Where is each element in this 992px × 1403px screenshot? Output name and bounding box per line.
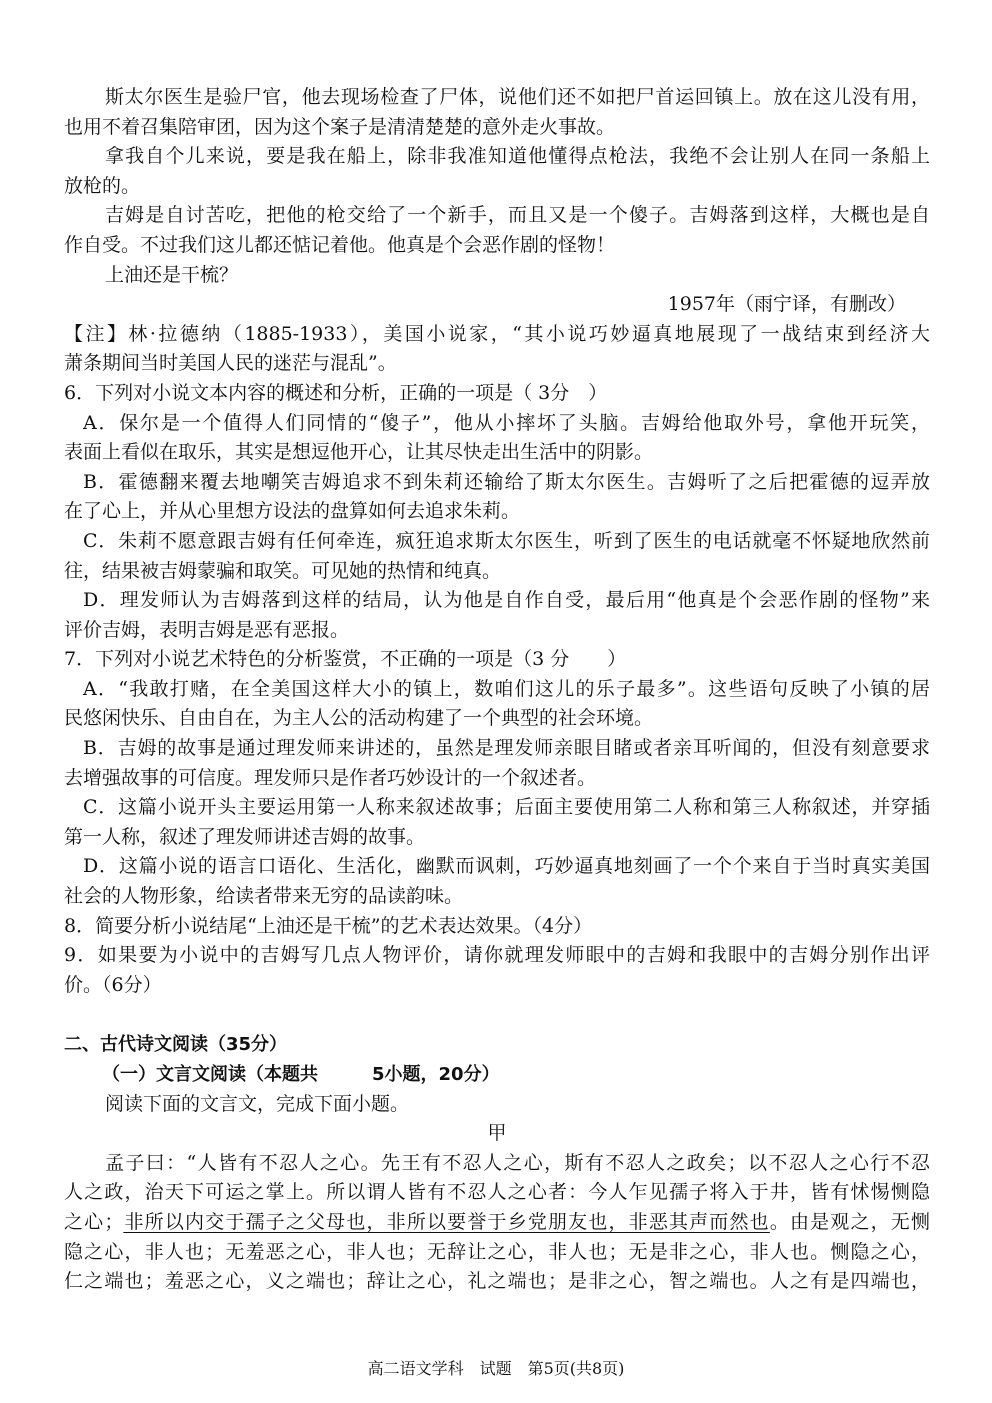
- story-note: 萧条期间当时美国人民的迷茫与混乱”。: [64, 352, 397, 375]
- page-footer: 高二语文学科 试题 第5页(共8页): [367, 1359, 625, 1378]
- question-6-option-d: D．理发师认为吉姆落到这样的结局，认为他是自作自受，最后用“他真是个会恶作剧的怪物”来: [83, 589, 930, 612]
- story-paragraph-line: 上油还是干梳？: [105, 263, 239, 286]
- classical-passage-line: 仁之端也；羞恶之心，义之端也；辞让之心，礼之端也；是非之心，智之端也。人之有是四端也，: [64, 1270, 930, 1293]
- story-paragraph-line: 拿我自个儿来说，要是我在船上，除非我准知道他懂得点枪法，我绝不会让别人在同一条船上: [105, 145, 930, 168]
- passage-text: 之心；: [64, 1210, 124, 1233]
- classical-passage-line: 人之政，治天下可运之掌上。所以谓人皆有不忍人之心者：今人乍见孺子将入于井，皆有怵惕恻隐: [64, 1181, 930, 1204]
- passage-text: 。由是观之，无恻: [769, 1210, 930, 1233]
- question-7-option-d: 社会的人物形象，给读者带来无穷的品读韵味。: [64, 885, 464, 908]
- question-6-option-a: A．保尔是一个值得人们同情的“傻子”，他从小摔坏了头脑。吉姆给他取外号，拿他开玩笑，: [83, 411, 930, 434]
- question-6-option-d: 评价吉姆，表明吉姆是恶有恶报。: [64, 618, 350, 641]
- classical-passage-line: 隐之心，非人也；无羞恶之心，非人也；无辞让之心，非人也；无是非之心，非人也。恻隐之心，: [64, 1240, 930, 1263]
- story-paragraph-line: 也用不着召集陪审团，因为这个案子是清清楚楚的意外走火事故。: [64, 115, 616, 138]
- question-7-option-c: 第一人称，叙述了理发师讲述吉姆的故事。: [64, 825, 426, 848]
- story-paragraph-line: 斯太尔医生是验尸官，他去现场检查了尸体，说他们还不如把尸首运回镇上。放在这儿没有用，: [105, 86, 930, 108]
- underlined-sentence: 非所以内交于孺子之父母也，非所以要誉于乡党朋友也，非恶其声而然也: [123, 1210, 770, 1233]
- question-6-option-b: 在了心上，并从心里想方设法的盘算如何去追求朱莉。: [64, 500, 521, 523]
- question-7-option-a: 民悠闲快乐、自由自在，为主人公的活动构建了一个典型的社会环境。: [64, 707, 654, 730]
- story-paragraph-line: 作自受。不过我们这儿都还惦记着他。他真是个会恶作剧的怪物！: [64, 233, 616, 256]
- question-8: 8．简要分析小说结尾“上油还是干梳”的艺术表达效果。（4分）: [64, 914, 593, 937]
- question-6-option-c: C．朱莉不愿意跟吉姆有任何牵连，疯狂追求斯太尔医生，听到了医生的电话就毫不怀疑地欣然前: [83, 529, 930, 552]
- section-2-subtitle: （一）文言文阅读（本题共 5小题，20分）: [102, 1064, 500, 1085]
- section-2-title: 二、古代诗文阅读（35分）: [64, 1034, 288, 1056]
- question-6-option-b: B．霍德翻来覆去地嘲笑吉姆追求不到朱莉还输给了斯太尔医生。吉姆听了之后把霍德的逗弄放: [83, 470, 930, 493]
- question-7-option-a: A．“我敢打赌，在全美国这样大小的镇上，数咱们这儿的乐子最多”。这些语句反映了小镇的居: [83, 677, 930, 700]
- section-gap: [64, 1000, 930, 1030]
- question-9: 9．如果要为小说中的吉姆写几点人物评价，请你就理发师眼中的吉姆和我眼中的吉姆分别作出评: [64, 944, 930, 967]
- question-7-option-b: B．吉姆的故事是通过理发师来讲述的，虽然是理发师亲眼目睹或者亲耳听闻的，但没有刻意要求: [83, 737, 930, 760]
- story-paragraph-line: 吉姆是自讨苦吃，把他的枪交给了一个新手，而且又是一个傻子。吉姆落到这样，大概也是自: [105, 204, 930, 227]
- question-7-stem: 7．下列对小说艺术特色的分析鉴赏，不正确的一项是（3 分 ）: [64, 648, 627, 671]
- story-source: 1957年（雨宁译，有删改）: [667, 293, 906, 316]
- question-6-stem: 6．下列对小说文本内容的概述和分析，正确的一项是（ 3分 ）: [64, 381, 608, 404]
- story-note: 【注】林·拉德纳（1885-1933），美国小说家，“其小说巧妙逼真地展现了一战结束到经济大: [64, 322, 930, 345]
- page-content: [64, 83, 930, 1297]
- passage-label-jia: 甲: [487, 1122, 507, 1145]
- section-2-instruction: 阅读下面的文言文，完成下面小题。: [105, 1092, 410, 1115]
- question-9: 价。（6分）: [64, 973, 162, 996]
- classical-passage-line: 孟子曰：“人皆有不忍人之心。先王有不忍人之心，斯有不忍人之政矣；以不忍人之心行不忍: [105, 1151, 930, 1174]
- question-7-option-d: D．这篇小说的语言口语化、生活化，幽默而讽刺，巧妙逼真地刻画了一个个来自于当时真实美国: [83, 855, 930, 878]
- question-6-option-c: 往，结果被吉姆蒙骗和取笑。可见她的热情和纯真。: [64, 559, 502, 582]
- story-paragraph-line: 放枪的。: [64, 174, 141, 197]
- classical-passage-line: [64, 1208, 930, 1238]
- question-7-option-b: 去增强故事的可信度。理发师只是作者巧妙设计的一个叙述者。: [64, 766, 597, 789]
- question-6-option-a: 表面上看似在取乐，其实是想逗他开心，让其尽快走出生活中的阴影。: [64, 441, 654, 464]
- question-7-option-c: C．这篇小说开头主要运用第一人称来叙述故事；后面主要使用第二人称和第三人称叙述，并穿插: [83, 796, 930, 819]
